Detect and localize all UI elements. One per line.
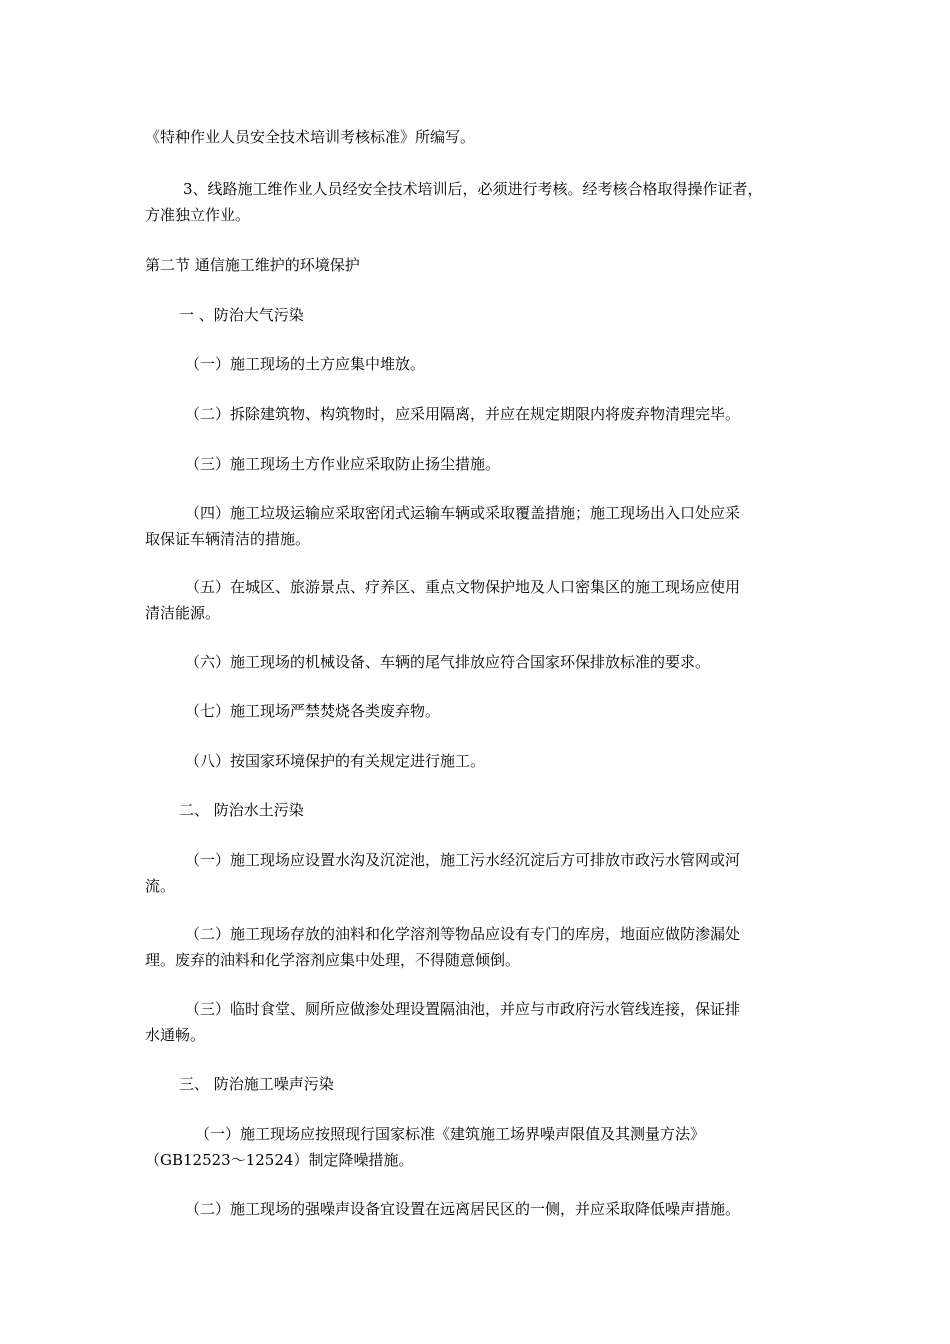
paragraph-assessment bbox=[145, 176, 810, 228]
text-line: （二）拆除建筑物、构筑物时，应采用隔离，并应在规定期限内将废弃物清理完毕。 bbox=[185, 405, 741, 423]
list-item bbox=[145, 451, 810, 477]
text-line: 取保证车辆清洁的措施。 bbox=[145, 530, 311, 548]
text-line: 《特种作业人员安全技术培训考核标准》所编写。 bbox=[145, 128, 476, 146]
list-item bbox=[145, 351, 810, 377]
text-line: 一 、防治大气污染 bbox=[179, 306, 304, 324]
text-line: （一）施工现场的土方应集中堆放。 bbox=[185, 355, 426, 373]
subsection-heading-air bbox=[145, 302, 810, 328]
text-line: （二）施工现场的强噪声设备宜设置在远离居民区的一侧，并应采取降低噪声措施。 bbox=[185, 1200, 741, 1218]
text-line: （一）施工现场应设置水沟及沉淀池，施工污水经沉淀后方可排放市政污水管网或河 bbox=[185, 851, 741, 869]
list-item bbox=[145, 698, 810, 724]
list-item bbox=[145, 1196, 810, 1222]
text-line: 流。 bbox=[145, 877, 176, 895]
section-heading bbox=[145, 252, 810, 278]
list-item bbox=[145, 921, 810, 973]
list-item bbox=[145, 500, 810, 552]
paragraph-standard-reference bbox=[145, 124, 810, 150]
list-item bbox=[145, 996, 810, 1048]
list-item bbox=[145, 1121, 810, 1173]
text-line: 第二节 通信施工维护的环境保护 bbox=[145, 256, 360, 274]
subsection-heading-water bbox=[145, 797, 810, 823]
text-line: （三）临时食堂、厕所应做渗处理设置隔油池，并应与市政府污水管线连接，保证排 bbox=[185, 1000, 741, 1018]
text-line: 3、线路施工维作业人员经安全技术培训后，必须进行考核。经考核合格取得操作证者， bbox=[183, 180, 763, 198]
list-item bbox=[145, 574, 810, 626]
text-line: （GB12523～12524）制定降噪措施。 bbox=[145, 1151, 414, 1169]
text-line: （三）施工现场土方作业应采取防止扬尘措施。 bbox=[185, 455, 501, 473]
text-line: 水通畅。 bbox=[145, 1026, 206, 1044]
text-line: （六）施工现场的机械设备、车辆的尾气排放应符合国家环保排放标准的要求。 bbox=[185, 653, 711, 671]
text-line: （七）施工现场严禁焚烧各类废弃物。 bbox=[185, 702, 441, 720]
text-line: 方准独立作业。 bbox=[145, 206, 251, 224]
subsection-heading-noise bbox=[145, 1071, 810, 1097]
list-item bbox=[145, 748, 810, 774]
text-line: 三、 防治施工噪声污染 bbox=[179, 1075, 334, 1093]
list-item bbox=[145, 649, 810, 675]
text-line: 理。废弃的油料和化学溶剂应集中处理，不得随意倾倒。 bbox=[145, 951, 521, 969]
text-line: （五）在城区、旅游景点、疗养区、重点文物保护地及人口密集区的施工现场应使用 bbox=[185, 578, 741, 596]
text-line: 清洁能源。 bbox=[145, 604, 221, 622]
list-item bbox=[145, 401, 810, 427]
text-line: 二、 防治水土污染 bbox=[179, 801, 304, 819]
text-line: （四）施工垃圾运输应采取密闭式运输车辆或采取覆盖措施；施工现场出入口处应采 bbox=[185, 504, 741, 522]
text-line: （八）按国家环境保护的有关规定进行施工。 bbox=[185, 752, 486, 770]
text-line: （二）施工现场存放的油料和化学溶剂等物品应设有专门的库房，地面应做防渗漏处 bbox=[185, 925, 741, 943]
list-item bbox=[145, 847, 810, 899]
text-line: （一）施工现场应按照现行国家标准《建筑施工场界噪声限值及其测量方法》 bbox=[195, 1125, 706, 1143]
